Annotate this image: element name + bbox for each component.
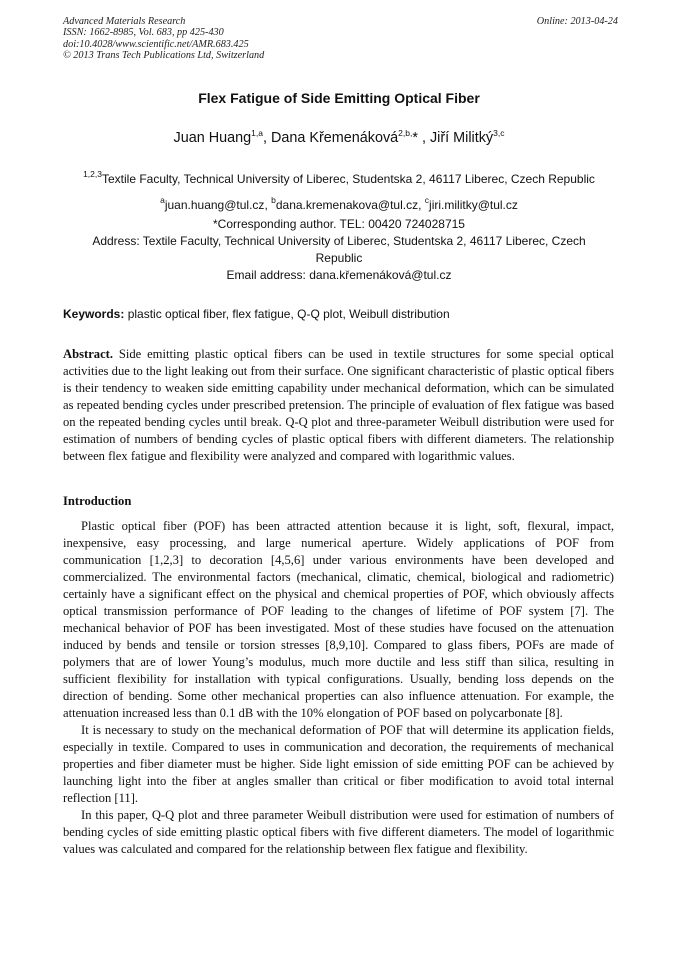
keywords-text: plastic optical fiber, flex fatigue, Q-Q plot, Weibull distribution — [127, 307, 450, 321]
author-sup: 1,a — [251, 128, 263, 138]
keywords-label: Keywords: — [63, 307, 125, 321]
abstract — [63, 346, 614, 465]
author-name: Juan Huang — [173, 130, 252, 146]
affiliation-text: Textile Faculty, Technical University of Liberec, Studentska 2, 46117 Liberec, Czech Republic — [101, 172, 595, 186]
issn-line: ISSN: 1662-8985, Vol. 683, pp 425-430 — [63, 27, 224, 39]
paragraph: It is necessary to study on the mechanical deformation of POF that will determine its application fields, especially in textile. Compared to uses in communication and decoration, the requirements of mechanical properties and fiber diameter must be higher. Side light emission of side emitting POF can be achieved by launching light into the fiber at angles smaller than critical or fiber modification to avoid total internal reflection [11]. — [63, 723, 614, 805]
corresponding-address-cont: Republic — [315, 251, 363, 265]
paragraph: In this paper, Q-Q plot and three parameter Weibull distribution were used for estimation of numbers of bending cycles of side emitting plastic optical fibers with five different diameters. The model of logarithmic values was calculated and compared for the relationship between flex fatigue and flexibility. — [63, 808, 614, 856]
email-sup: c — [424, 195, 430, 205]
journal-name: Advanced Materials Research — [63, 16, 186, 27]
doi-line: doi:10.4028/www.scientific.net/AMR.683.425 — [63, 38, 249, 50]
email-link[interactable]: dana.kremenakova@tul.cz — [275, 198, 419, 212]
author-sup: 2,b, — [398, 128, 413, 138]
author-name: Jiří Militký — [429, 130, 494, 146]
email-sup: a — [160, 195, 165, 205]
corresponding-address: Address: Textile Faculty, Technical University of Liberec, Studentska 2, 46117 Liberec, Czech — [92, 234, 586, 248]
section-heading-introduction: Introduction — [63, 494, 132, 508]
author-name: Dana Křemenáková — [270, 130, 399, 146]
affiliation — [0, 166, 678, 188]
paper-title: Flex Fatigue of Side Emitting Optical Fiber — [198, 90, 480, 106]
email-sup: b — [271, 195, 276, 205]
author-sup: 3,c — [493, 128, 505, 138]
copyright-line: © 2013 Trans Tech Publications Ltd, Switzerland — [63, 50, 265, 62]
keywords — [63, 307, 618, 321]
corresponding-email: Email address: dana.křemenáková@tul.cz — [226, 268, 452, 282]
email-link[interactable]: juan.huang@tul.cz — [164, 198, 265, 212]
paragraph: Plastic optical fiber (POF) has been attracted attention because it is light, soft, flexural, impact, inexpensive, easy processing, and large numerical aperture. Widely applications of POF from communication [1,2,3] to decoration [4,5,6] under various environments have been developed and commercialized. The environmental factors (mechanical, climatic, chemical, biological and radiometric) certainly have a significant effect on the physical and chemical properties of POF, which obviously affects optical transmission performance of POF leading to the changes of lifetime of POF system [7]. The mechanical behavior of POF has been investigated. Most of these studies have focused on the attenuation induced by bends and tensile or torsion stresses [8,9,10]. Compared to glass fibers, POFs are made of polymers that are of lower Young’s modulus, much more ductile and less stiff than silica, resulting in sufficient flexibility for installation with typical configurations. Usually, bending loss depends on the direction of bending. Some other mechanical properties can also influence attenuation. For example, the attenuation increased less than 0.1 dB with the 10% elongation of POF based on polycarbonate [8]. — [63, 519, 614, 720]
corresponding-mark: * — [412, 130, 418, 146]
online-date: Online: 2013-04-24 — [536, 16, 618, 27]
introduction-body — [63, 518, 614, 858]
corresponding-author-block — [0, 216, 678, 284]
abstract-label: Abstract. — [63, 347, 114, 361]
author-emails: $^a$juan.huang@tul.cz, $^b$dana.kremenakova@tul.cz, $^c$jiri.militky@tul.cz — [160, 195, 518, 212]
journal-header — [63, 16, 618, 62]
email-link[interactable]: jiri.militky@tul.cz — [429, 198, 518, 212]
affiliation-sup: 1,2,3 — [83, 169, 102, 179]
author-list: Juan Huang$^{1,a}$, Dana Křemenáková$^{2,b,}$* , Jiří Militký$^{3,c}$ — [173, 128, 505, 146]
abstract-text: Side emitting plastic optical fibers can be used in textile structures for some special optical activities due to the light leaking out from their surface. One significant characteristic of plastic optical fibers is their tendency to weaken side emitting capability under mechanical deformation, which can be simulated as repeated bending cycles under prescribed pretension. The principle of evaluation of flex fatigue was based on the repeated bending cycles until break. Q-Q plot and three-parameter Weibull distribution were used for estimation of numbers of bending cycles of plastic optical fibers with different diameters. The relationship between flex fatigue and flexibility were analyzed and compared with logarithmic values. — [63, 347, 614, 463]
corresponding-tel: *Corresponding author. TEL: 00420 724028715 — [213, 217, 465, 231]
